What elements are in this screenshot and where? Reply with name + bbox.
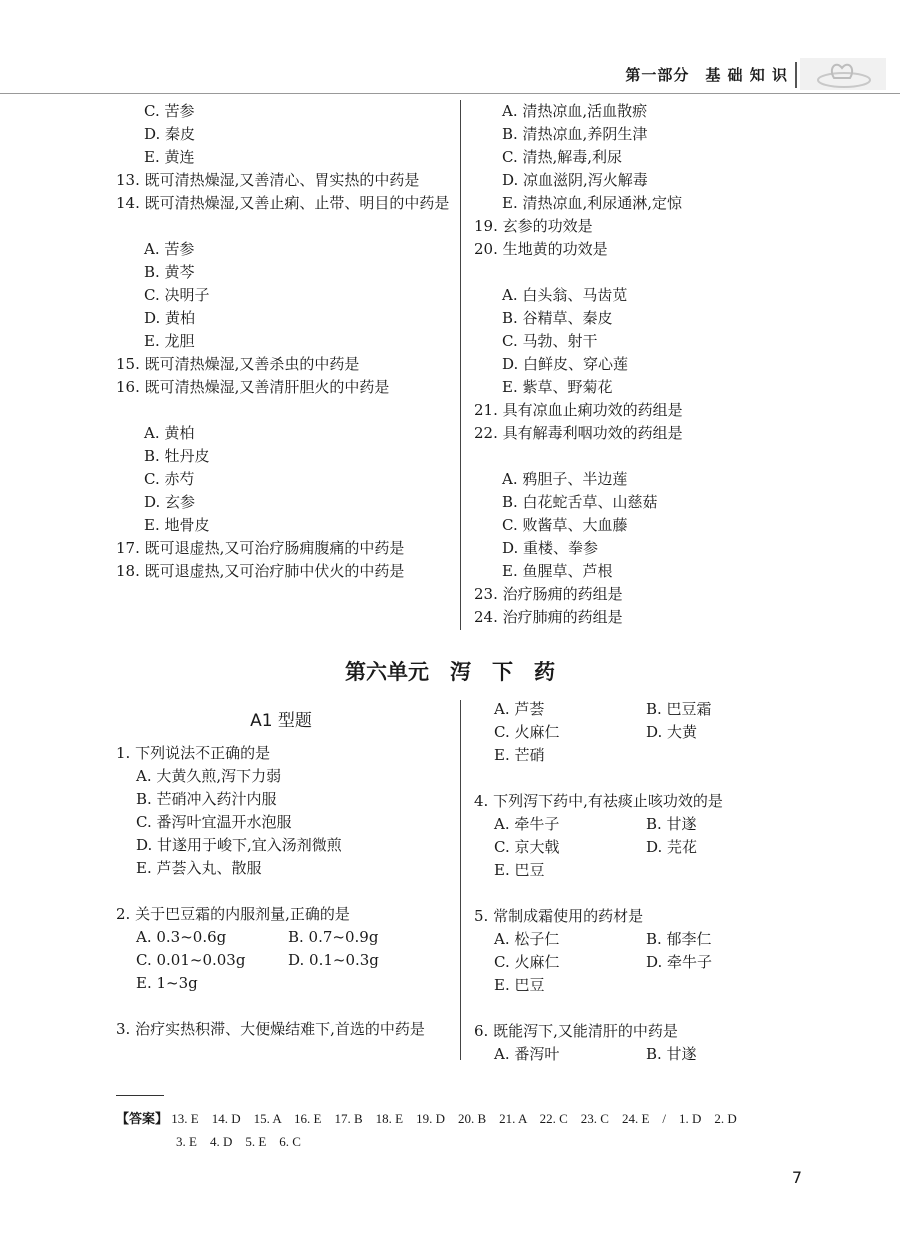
section-title: A1 型题 (250, 711, 312, 731)
option: B. 甘遂 (646, 1045, 697, 1063)
question-stem: 2. 关于巴豆霜的内服剂量,正确的是 (116, 905, 350, 923)
option: D. 白鲜皮、穿心莲 (502, 355, 629, 373)
question-stem: 3. 治疗实热积滞、大便燥结难下,首选的中药是 (116, 1020, 425, 1038)
header-rule (0, 93, 900, 94)
question-5 (474, 905, 804, 997)
option-row (474, 721, 804, 744)
option-row (474, 813, 804, 836)
question-stem: 4. 下列泻下药中,有祛痰止咳功效的是 (474, 792, 723, 810)
option: D. 甘遂用于峻下,宜入汤剂微煎 (136, 836, 342, 854)
answer-label: 【答案】 (116, 1112, 169, 1127)
option: C. 败酱草、大血藤 (502, 516, 628, 534)
option: B. 白花蛇舌草、山慈菇 (502, 493, 658, 511)
option: D. 牵牛子 (646, 953, 713, 971)
option: A. 黄柏 (144, 424, 195, 442)
option: E. 芒硝 (494, 746, 545, 764)
option: C. 决明子 (144, 286, 210, 304)
question-3-options (474, 698, 804, 767)
option: D. 黄柏 (144, 309, 196, 327)
question-4 (474, 790, 804, 882)
option: A. 清热凉血,活血散瘀 (502, 102, 648, 120)
answer-line (116, 1108, 796, 1131)
publisher-logo-icon (800, 54, 886, 94)
option-row (474, 928, 804, 951)
option: E. 巴豆 (494, 861, 545, 879)
question-stem: 16. 既可清热燥湿,又善清肝胆火的中药是 (116, 378, 390, 396)
question-stem: 17. 既可退虚热,又可治疗肠痈腹痛的中药是 (116, 539, 405, 557)
question-6 (474, 1020, 804, 1066)
question-stem: 14. 既可清热燥湿,又善止痢、止带、明目的中药是 (116, 194, 450, 212)
question-stem: 13. 既可清热燥湿,又善清心、胃实热的中药是 (116, 171, 420, 189)
question-stem: 24. 治疗肺痈的药组是 (474, 608, 623, 626)
option: D. 重楼、拳参 (502, 539, 599, 557)
question-stem: 5. 常制成霜使用的药材是 (474, 907, 644, 925)
option-row (474, 698, 804, 721)
running-header: 第一部分 基 础 知 识 (625, 66, 788, 84)
option: D. 秦皮 (144, 125, 196, 143)
option: E. 1~3g (136, 974, 198, 992)
option: A. 番泻叶 (494, 1045, 560, 1063)
option: C. 赤芍 (144, 470, 195, 488)
option-row (116, 926, 446, 949)
question-stem: 21. 具有凉血止痢功效的药组是 (474, 401, 683, 419)
option: A. 松子仁 (494, 930, 560, 948)
option: A. 白头翁、马齿苋 (502, 286, 628, 304)
page-header (0, 58, 900, 94)
option: E. 龙胆 (144, 332, 195, 350)
option: D. 大黄 (646, 723, 698, 741)
option: B. 谷精草、秦皮 (502, 309, 613, 327)
option: C. 0.01~0.03g (136, 951, 246, 969)
option: A. 芦荟 (494, 700, 545, 718)
question-stem: 19. 玄参的功效是 (474, 217, 593, 235)
bottom-left-column (116, 706, 446, 1041)
option: E. 地骨皮 (144, 516, 210, 534)
column-divider-top (460, 100, 461, 630)
option: B. 巴豆霜 (646, 700, 712, 718)
option: E. 芦荟入丸、散服 (136, 859, 262, 877)
spacer (474, 261, 804, 284)
option: A. 0.3~0.6g (136, 928, 227, 946)
option: E. 鱼腥草、芦根 (502, 562, 613, 580)
option-row (474, 1043, 804, 1066)
question-stem: 6. 既能泻下,又能清肝的中药是 (474, 1022, 678, 1040)
question-1 (116, 742, 446, 880)
option: B. 黄芩 (144, 263, 195, 281)
option: A. 大黄久煎,泻下力弱 (136, 767, 282, 785)
option-row (116, 949, 446, 972)
option: E. 紫草、野菊花 (502, 378, 613, 396)
column-divider-bottom (460, 700, 461, 1060)
question-stem: 22. 具有解毒利咽功效的药组是 (474, 424, 683, 442)
option: A. 牵牛子 (494, 815, 560, 833)
option: D. 玄参 (144, 493, 196, 511)
top-left-column (116, 100, 450, 583)
spacer (116, 215, 450, 238)
option-row (474, 951, 804, 974)
spacer (474, 445, 804, 468)
answer-key (116, 1108, 796, 1153)
spacer (116, 399, 450, 422)
question-stem: 20. 生地黄的功效是 (474, 240, 608, 258)
option: A. 苦参 (144, 240, 195, 258)
option: C. 火麻仁 (494, 953, 560, 971)
option: B. 芒硝冲入药汁内服 (136, 790, 277, 808)
option-row (474, 836, 804, 859)
page-number: 7 (791, 1168, 802, 1187)
unit-title: 第六单元 泻 下 药 (345, 660, 555, 684)
question-stem: 18. 既可退虚热,又可治疗肺中伏火的中药是 (116, 562, 405, 580)
answer-values: 3. E 4. D 5. E 6. C (176, 1134, 301, 1149)
option: B. 0.7~0.9g (288, 928, 379, 946)
option: C. 清热,解毒,利尿 (502, 148, 623, 166)
option: E. 黄连 (144, 148, 195, 166)
option: B. 甘遂 (646, 815, 697, 833)
option: E. 巴豆 (494, 976, 545, 994)
option: B. 郁李仁 (646, 930, 712, 948)
option: E. 清热凉血,利尿通淋,定惊 (502, 194, 683, 212)
question-stem: 23. 治疗肠痈的药组是 (474, 585, 623, 603)
question-2 (116, 903, 446, 995)
bottom-right-column (474, 698, 804, 1066)
option: C. 苦参 (144, 102, 195, 120)
header-divider (795, 62, 797, 88)
option: C. 京大戟 (494, 838, 560, 856)
option: A. 鸦胆子、半边莲 (502, 470, 628, 488)
option: C. 火麻仁 (494, 723, 560, 741)
option: D. 芫花 (646, 838, 698, 856)
option: C. 番泻叶宜温开水泡服 (136, 813, 292, 831)
top-right-column (474, 100, 804, 629)
option: C. 马勃、射干 (502, 332, 598, 350)
question-3 (116, 1018, 446, 1041)
option: B. 牡丹皮 (144, 447, 210, 465)
option: D. 0.1~0.3g (288, 951, 379, 969)
footnote-rule (116, 1095, 164, 1096)
option: D. 凉血滋阴,泻火解毒 (502, 171, 648, 189)
option: B. 清热凉血,养阴生津 (502, 125, 648, 143)
question-stem: 1. 下列说法不正确的是 (116, 744, 271, 762)
question-stem: 15. 既可清热燥湿,又善杀虫的中药是 (116, 355, 360, 373)
answer-values: 13. E 14. D 15. A 16. E 17. B 18. E 19. D 20. B 21. A 22. C 23. C 24. E / 1. D 2. D (171, 1111, 737, 1126)
